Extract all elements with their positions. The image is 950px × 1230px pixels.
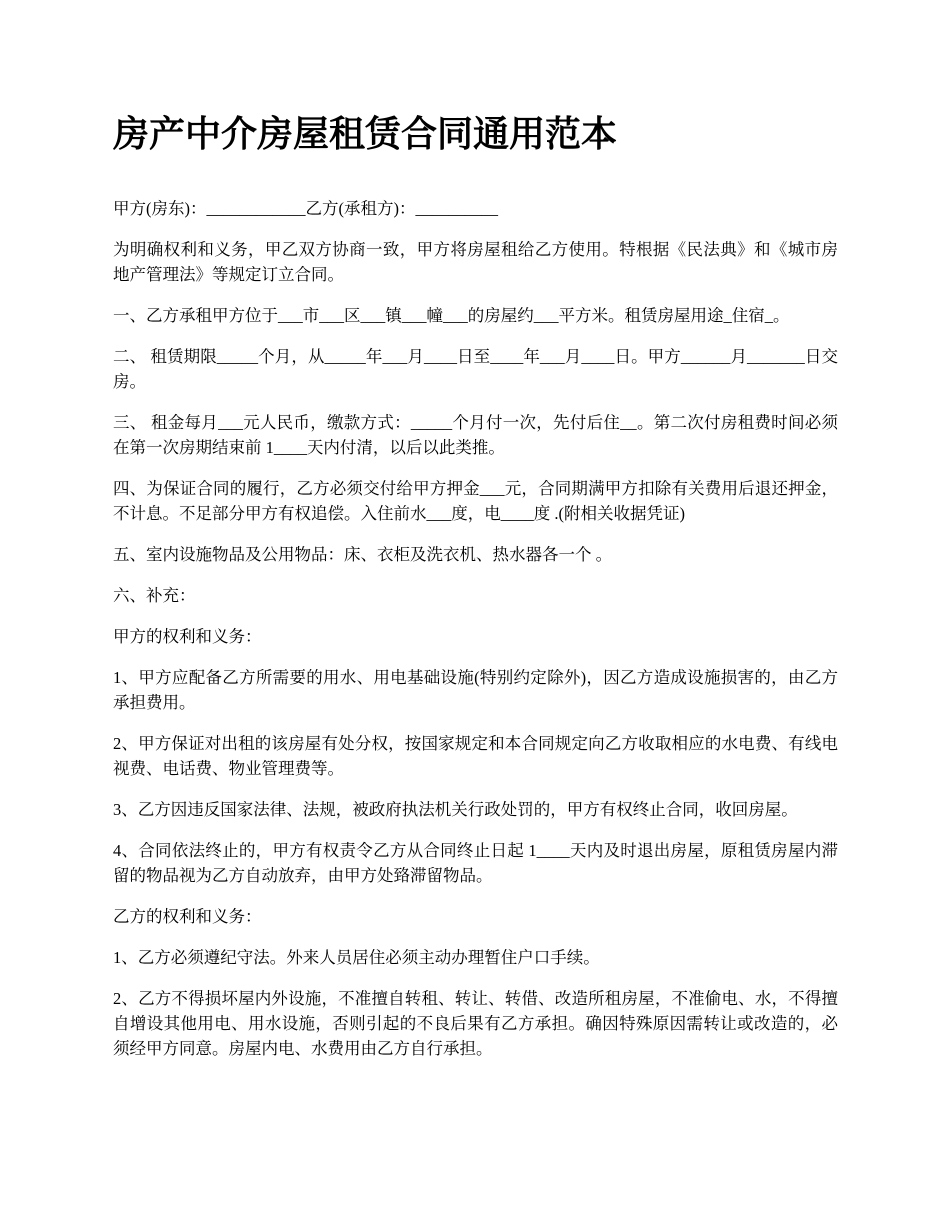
landlord-item-2: 2、甲方保证对出租的该房屋有处分权，按国家规定和本合同规定向乙方收取相应的水电费、有线电视费、电话费、物业管理费等。 xyxy=(113,734,838,778)
clause-6-supplement: 六、补充： xyxy=(113,586,196,605)
clause-5-facilities: 五、室内设施物品及公用物品：床、衣柜及洗衣机、热水器各一个 。 xyxy=(113,545,613,564)
tenant-item-2: 2、乙方不得损坏屋内外设施，不准擅自转租、转让、转借、改造所租房屋，不准偷电、水，不得擅自增设其他用电、用水设施，否则引起的不良后果有乙方承担。确因特殊原因需转让或改造的，必须经甲方同意。房屋内电、水费用由乙方自行承担。 xyxy=(113,989,838,1058)
clause-2-term: 二、 租赁期限_____个月，从_____年___月____日至____年___月____日。甲方______月_______日交房。 xyxy=(113,347,838,391)
document-body xyxy=(113,110,838,1077)
landlord-item-1: 1、甲方应配备乙方所需要的用水、用电基础设施(特别约定除外)，因乙方造成设施损害的，由乙方承担费用。 xyxy=(113,668,838,712)
clause-3-rent: 三、 租金每月___元人民币，缴款方式：_____个月付一次，先付后住__。第二次付房租费时间必须在第一次房期结束前 1____天内付清，以后以此类推。 xyxy=(113,413,838,457)
landlord-item-3: 3、乙方因违反国家法律、法规，被政府执法机关行政处罚的，甲方有权终止合同，收回房屋。 xyxy=(113,800,798,819)
landlord-item-4: 4、合同依法终止的，甲方有权责令乙方从合同终止日起 1____天内及时退出房屋，原租赁房屋内滞留的物品视为乙方自动放弃，由甲方处臵滞留物品。 xyxy=(113,841,838,885)
parties-line: 甲方(房东)：____________乙方(承租方)：__________ xyxy=(113,199,498,218)
tenant-section-heading: 乙方的权利和义务： xyxy=(113,907,262,926)
landlord-section-heading: 甲方的权利和义务： xyxy=(113,627,262,646)
preamble-paragraph: 为明确权利和义务，甲乙双方协商一致，甲方将房屋租给乙方使用。特根据《民法典》和《城市房地产管理法》等规定订立合同。 xyxy=(113,240,838,284)
clause-1-premises: 一、乙方承租甲方位于___市___区___镇___幢___的房屋约___平方米。租赁房屋用途_住宿_。 xyxy=(113,306,790,325)
document-title: 房产中介房屋租赁合同通用范本 xyxy=(113,114,618,155)
clause-4-deposit: 四、为保证合同的履行，乙方必须交付给甲方押金___元，合同期满甲方扣除有关费用后退还押金，不计息。不足部分甲方有权追偿。入住前水___度，电____度 .(附相关收据凭证) xyxy=(113,479,838,523)
tenant-item-1: 1、乙方必须遵纪守法。外来人员居住必须主动办理暂住户口手续。 xyxy=(113,948,600,967)
